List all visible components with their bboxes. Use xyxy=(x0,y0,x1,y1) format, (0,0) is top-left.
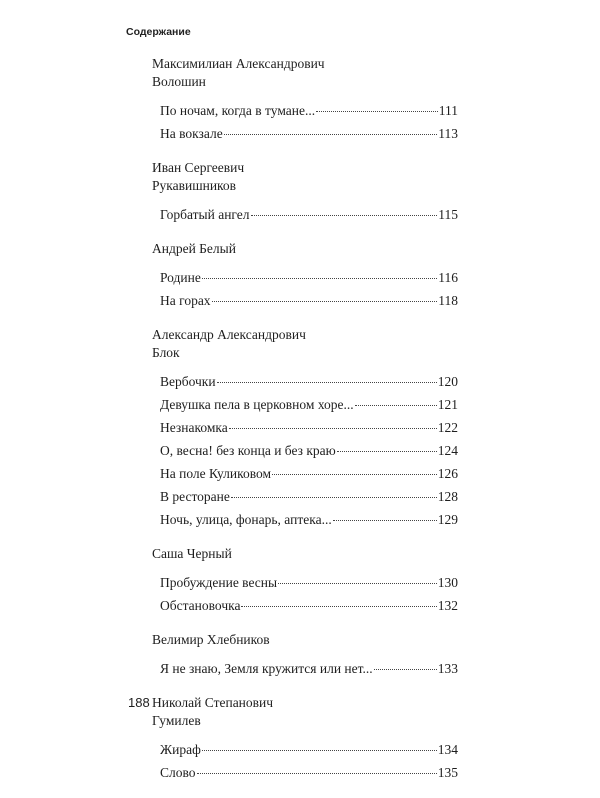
toc-entry xyxy=(160,508,458,531)
author-name-line: Саша Черный xyxy=(152,546,232,561)
entry-title: Девушка пела в церковном хоре... xyxy=(160,397,354,412)
dot-leader xyxy=(224,134,438,135)
entry-title: Незнакомка xyxy=(160,420,228,435)
entry-page-number: 126 xyxy=(437,466,458,481)
dot-leader xyxy=(217,382,437,383)
toc-section xyxy=(152,545,458,617)
entry-title: Жираф xyxy=(160,742,201,757)
author-name-line: Иван Сергеевич xyxy=(152,160,245,175)
toc-entry xyxy=(160,761,458,784)
page-header: Содержание xyxy=(126,26,191,38)
entry-title: Ночь, улица, фонарь, аптека... xyxy=(160,512,332,527)
author-name xyxy=(152,631,458,649)
toc-entry xyxy=(160,289,458,312)
toc-entry xyxy=(160,122,458,145)
author-name-line: Рукавишников xyxy=(152,178,237,193)
author-name xyxy=(152,326,458,362)
toc-section xyxy=(152,55,458,145)
toc-entry xyxy=(160,203,458,226)
entry-title: На горах xyxy=(160,293,211,308)
entry-page-number: 111 xyxy=(438,103,458,118)
author-name xyxy=(152,55,458,91)
dot-leader xyxy=(241,606,436,607)
toc-entry xyxy=(160,393,458,416)
toc-section xyxy=(152,694,458,784)
dot-leader xyxy=(333,520,437,521)
entry-page-number: 128 xyxy=(437,489,458,504)
dot-leader xyxy=(316,111,438,112)
entry-title: Обстановочка xyxy=(160,598,241,613)
author-name xyxy=(152,694,458,730)
entry-page-number: 116 xyxy=(438,270,458,285)
dot-leader xyxy=(212,301,438,302)
author-name xyxy=(152,240,458,258)
toc-section xyxy=(152,326,458,531)
dot-leader xyxy=(197,773,437,774)
toc-entry xyxy=(160,485,458,508)
dot-leader xyxy=(202,278,437,279)
entry-title: Вербочки xyxy=(160,374,216,389)
page-number: 188 xyxy=(128,695,150,710)
entry-title: О, весна! без конца и без краю xyxy=(160,443,336,458)
entry-title: В ресторане xyxy=(160,489,230,504)
dot-leader xyxy=(374,669,437,670)
toc-section xyxy=(152,240,458,312)
entry-page-number: 133 xyxy=(437,661,458,676)
toc-entry xyxy=(160,99,458,122)
toc-section xyxy=(152,631,458,680)
dot-leader xyxy=(278,583,437,584)
entry-page-number: 129 xyxy=(437,512,458,527)
author-name-line: Николай Степанович xyxy=(152,695,274,710)
entry-title: На вокзале xyxy=(160,126,223,141)
dot-leader xyxy=(355,405,437,406)
entry-page-number: 120 xyxy=(437,374,458,389)
entry-title: Я не знаю, Земля кружится или нет... xyxy=(160,661,373,676)
author-name-line: Волошин xyxy=(152,74,206,89)
author-name xyxy=(152,545,458,563)
author-name-line: Гумилев xyxy=(152,713,201,728)
entry-page-number: 121 xyxy=(437,397,458,412)
entry-title: Горбатый ангел xyxy=(160,207,250,222)
entry-page-number: 118 xyxy=(438,293,458,308)
toc-entry xyxy=(160,370,458,393)
dot-leader xyxy=(231,497,437,498)
entry-title: Слово xyxy=(160,765,196,780)
entry-page-number: 134 xyxy=(437,742,458,757)
author-name xyxy=(152,159,458,195)
toc-entry xyxy=(160,594,458,617)
toc-entry xyxy=(160,571,458,594)
author-name-line: Александр Александрович xyxy=(152,327,306,342)
entry-title: Родине xyxy=(160,270,201,285)
entry-page-number: 132 xyxy=(437,598,458,613)
entry-page-number: 124 xyxy=(437,443,458,458)
toc-entry xyxy=(160,416,458,439)
toc-entry xyxy=(160,462,458,485)
dot-leader xyxy=(202,750,437,751)
entry-page-number: 113 xyxy=(438,126,458,141)
entry-page-number: 115 xyxy=(438,207,458,222)
dot-leader xyxy=(229,428,437,429)
dot-leader xyxy=(251,215,438,216)
table-of-contents xyxy=(152,55,458,798)
dot-leader xyxy=(272,474,437,475)
entry-title: По ночам, когда в тумане... xyxy=(160,103,316,118)
entry-page-number: 130 xyxy=(437,575,458,590)
toc-entry xyxy=(160,266,458,289)
toc-entry xyxy=(160,657,458,680)
author-name-line: Андрей Белый xyxy=(152,241,236,256)
author-name-line: Велимир Хлебников xyxy=(152,632,270,647)
author-name-line: Блок xyxy=(152,345,180,360)
author-name-line: Максимилиан Александрович xyxy=(152,56,325,71)
toc-section xyxy=(152,159,458,226)
entry-page-number: 122 xyxy=(437,420,458,435)
entry-title: Пробуждение весны xyxy=(160,575,278,590)
entry-page-number: 135 xyxy=(437,765,458,780)
toc-entry xyxy=(160,439,458,462)
dot-leader xyxy=(337,451,437,452)
entry-title: На поле Куликовом xyxy=(160,466,272,481)
